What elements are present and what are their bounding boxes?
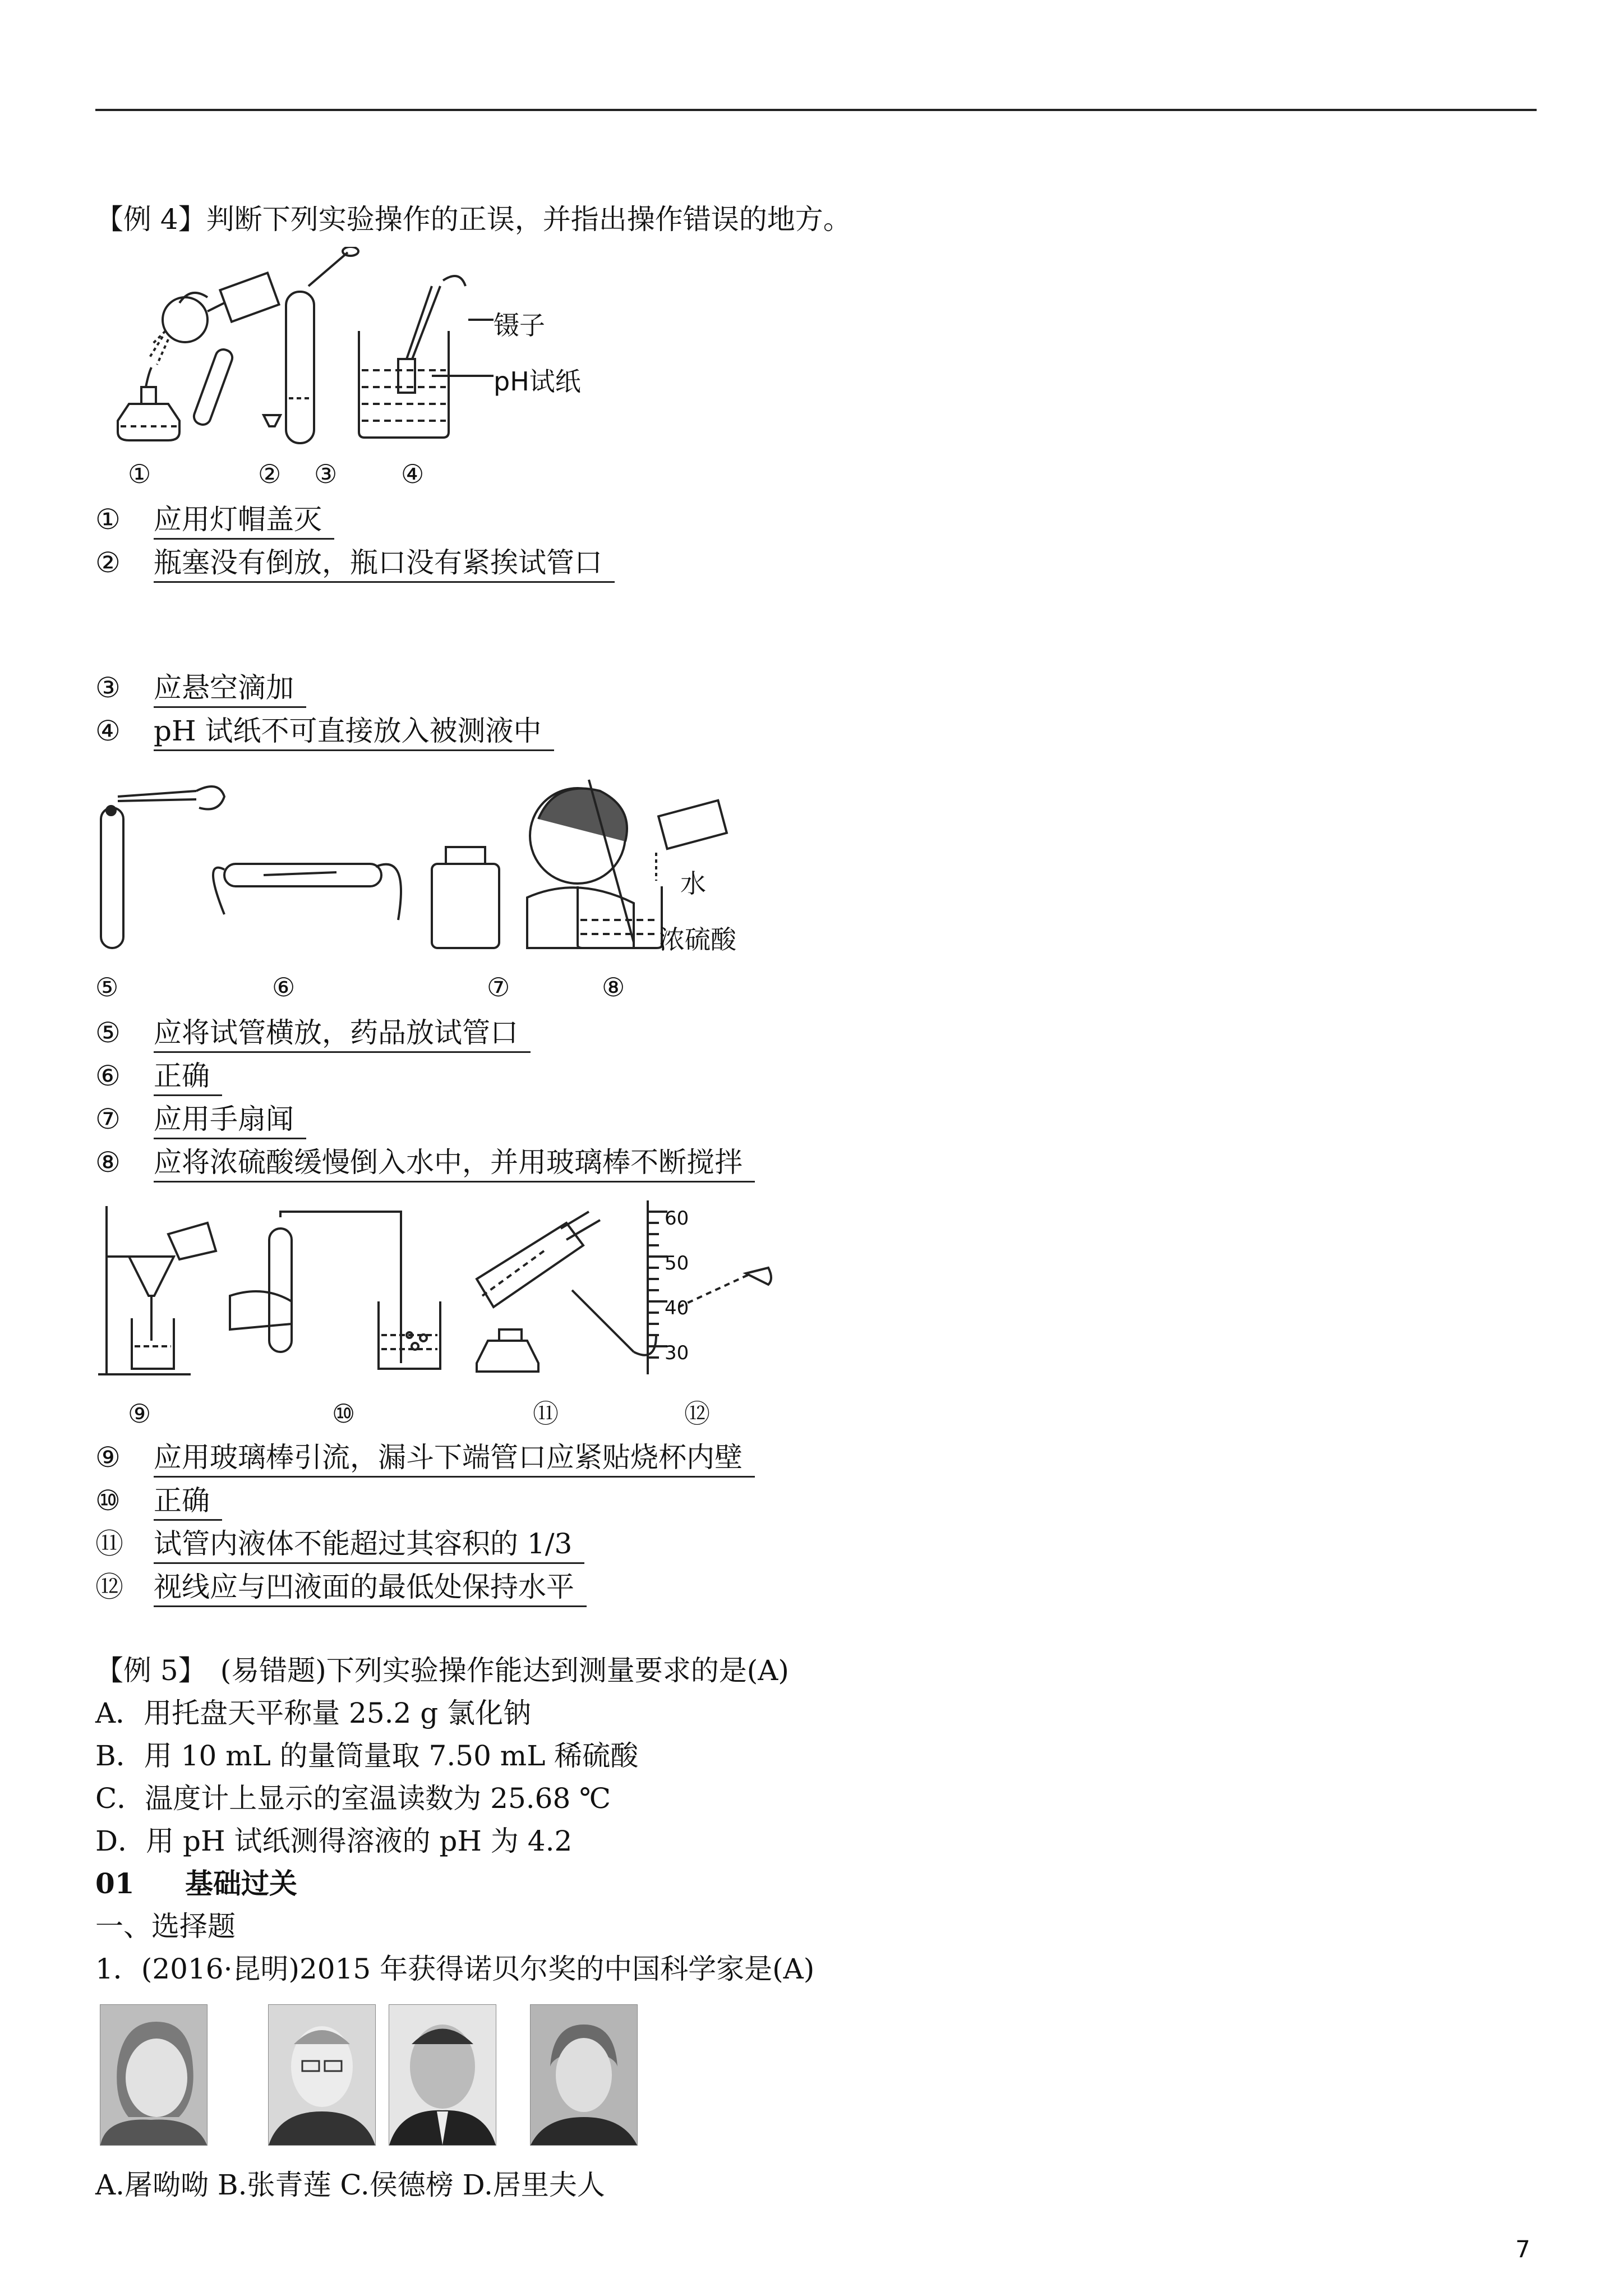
test-tube-drop-figure [101, 786, 224, 948]
fig1-label-2: ② [258, 459, 282, 489]
fig3-label-11: ⑪ [533, 1398, 559, 1429]
figure-group-1 [95, 247, 600, 449]
water-label: 水 [680, 868, 706, 899]
answer-9: ⑨ 应用玻璃棒引流，漏斗下端管口应紧贴烧杯内壁 [95, 1439, 755, 1478]
example5-title: 【例 5】 (易错题)下列实验操作能达到测量要求的是(A) [95, 1654, 789, 1687]
section-number: 01 [95, 1867, 135, 1900]
fig3-label-10: ⑩ [332, 1398, 356, 1429]
header-rule [95, 109, 1537, 111]
answer-5: ⑤ 应将试管横放，药品放试管口 [95, 1014, 531, 1053]
section-title: 基础过关 [185, 1867, 297, 1900]
filtration-figure [98, 1206, 216, 1374]
answer-2: ② 瓶塞没有倒放，瓶口没有紧挨试管口 [95, 544, 615, 583]
smelling-figure [432, 788, 634, 948]
question-1-options: A.屠呦呦 B.张青莲 C.侯德榜 D.居里夫人 [95, 2169, 605, 2201]
fig1-label-1: ① [128, 459, 151, 489]
airtightness-figure [230, 1212, 440, 1369]
answer-11: ⑪ 试管内液体不能超过其容积的 1/3 [95, 1525, 584, 1564]
question-1-stem: 1．(2016·昆明)2015 年获得诺贝尔奖的中国科学家是(A) [95, 1953, 815, 1985]
fig2-label-5: ⑤ [95, 972, 119, 1002]
scale-40: 40 [665, 1297, 689, 1319]
example5-option-a: A．用托盘天平称量 25.2 g 氯化钠 [95, 1697, 532, 1729]
portrait-photo-a [100, 2004, 208, 2146]
fig3-label-12: ⑫ [684, 1398, 710, 1429]
answer-8: ⑧ 应将浓硫酸缓慢倒入水中，并用玻璃棒不断搅拌 [95, 1144, 755, 1182]
fig1-label-3: ③ [314, 459, 338, 489]
portrait-photo-d [530, 2004, 638, 2146]
example4-title: 【例 4】判断下列实验操作的正误，并指出操作错误的地方。 [95, 203, 851, 236]
tweezers-label: 镊子 [494, 310, 545, 341]
portrait-photo-c [389, 2004, 496, 2146]
answer-3: ③ 应悬空滴加 [95, 669, 306, 708]
example5-option-c: C．温度计上显示的室温读数为 25.68 ℃ [95, 1782, 611, 1815]
subsection-title: 一、选择题 [95, 1910, 236, 1943]
horizontal-tube-figure [213, 864, 401, 920]
scale-30: 30 [665, 1342, 689, 1364]
scale-60: 60 [665, 1207, 689, 1230]
fig1-label-4: ④ [401, 459, 425, 489]
acid-label: 浓硫酸 [659, 924, 736, 955]
answer-10: ⑩ 正确 [95, 1482, 222, 1521]
answer-1: ① 应用灯帽盖灭 [95, 501, 334, 540]
example5-option-d: D．用 pH 试纸测得溶液的 pH 为 4.2 [95, 1825, 573, 1857]
fig2-label-6: ⑥ [272, 972, 296, 1002]
portrait-photo-b [268, 2004, 376, 2146]
ph-paper-label: pH试纸 [494, 366, 581, 397]
answer-12: ⑫ 视线应与凹液面的最低处保持水平 [95, 1568, 587, 1607]
example5-option-b: B．用 10 mL 的量筒量取 7.50 mL 稀硫酸 [95, 1740, 639, 1772]
fig2-label-7: ⑦ [487, 972, 510, 1002]
ph-paper-figure [359, 276, 494, 438]
scale-50: 50 [665, 1252, 689, 1274]
fig3-label-9: ⑨ [128, 1398, 151, 1429]
answer-6: ⑥ 正确 [95, 1057, 222, 1096]
fig2-label-8: ⑧ [602, 972, 625, 1002]
dropper-figure [264, 247, 358, 443]
page-number: 7 [1515, 2235, 1530, 2263]
figure-group-3 [95, 1200, 796, 1386]
heating-tube-figure [477, 1212, 656, 1372]
answer-7: ⑦ 应用手扇闻 [95, 1101, 306, 1139]
answer-4: ④ pH 试纸不可直接放入被测液中 [95, 712, 554, 751]
